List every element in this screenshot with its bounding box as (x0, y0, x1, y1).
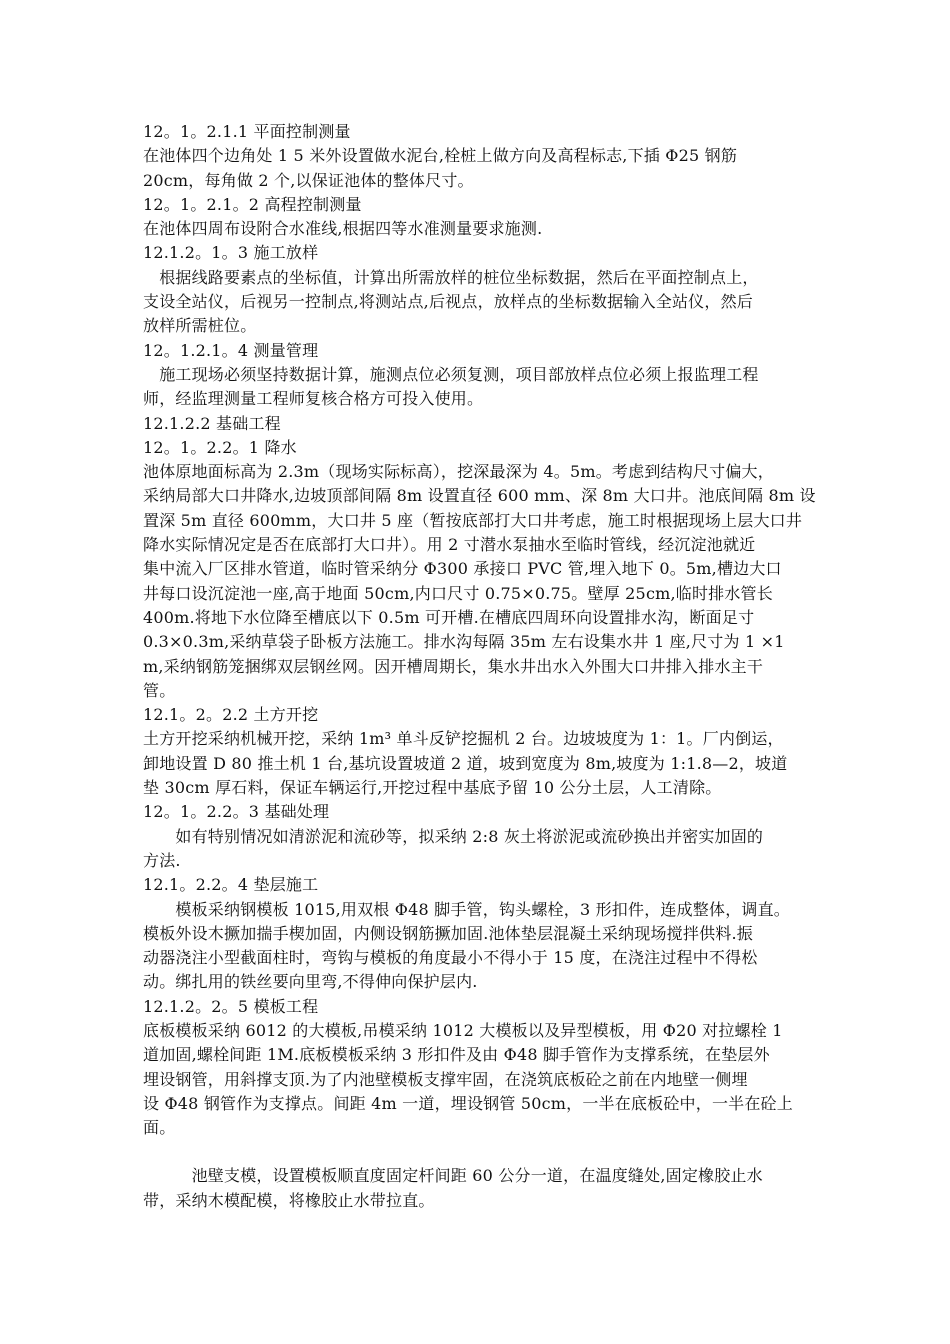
text-line: 动。绑扎用的铁丝要向里弯,不得伸向保护层内. (143, 972, 478, 992)
text-line: 师，经监理测量工程师复核合格方可投入使用。 (143, 389, 484, 409)
text-line: 设 Φ48 钢管作为支撑点。间距 4m 一道，埋设钢管 50cm，一半在底板砼中，一半在砼上 (143, 1093, 793, 1113)
text-line: 面。 (143, 1118, 176, 1138)
heading-formwork: 12.1.2。2。5 模板工程 (143, 996, 319, 1016)
text-line: 池体原地面标高为 2.3m（现场实际标高），挖深最深为 4。5m。考虑到结构尺寸偏大， (143, 462, 774, 482)
heading-dewatering: 12。1。2.2。1 降水 (143, 437, 297, 457)
text-line: m,采纳钢筋笼捆绑双层钢丝网。因开槽周期长，集水井出水入外围大口井排入排水主干 (143, 656, 764, 676)
text-line: 带，采纳木模配模，将橡胶止水带拉直。 (143, 1190, 435, 1210)
text-line: 如有特别情况如清淤泥和流砂等，拟采纳 2:8 灰土将淤泥或流砂换出并密实加固的 (143, 826, 764, 846)
heading-foundation-treatment: 12。1。2.2。3 基础处理 (143, 802, 330, 822)
text-line: 放样所需桩位。 (143, 316, 257, 336)
heading-elevation-control: 12。1。2.1。2 高程控制测量 (143, 194, 362, 214)
text-line: 施工现场必须坚持数据计算，施测点位必须复测，项目部放样点位必须上报监理工程 (143, 364, 759, 384)
text-line: 垫 30cm 厚石料，保证车辆运行,开挖过程中基底予留 10 公分土层，人工清除。 (143, 778, 722, 798)
text-line: 埋设钢管，用斜撑支顶.为了内池壁模板支撑牢固，在浇筑底板砼之前在内地壁一侧埋 (143, 1069, 748, 1089)
text-line: 采纳局部大口井降水,边坡顶部间隔 8m 设置直径 600 mm、深 8m 大口井。池底间隔 8m 设 (143, 486, 816, 506)
text-line: 底板模板采纳 6012 的大模板,吊模采纳 1012 大模板以及异型模板，用 Φ20 对拉螺栓 1 (143, 1020, 783, 1040)
text-line: 井每口设沉淀池一座,高于地面 50cm,内口尺寸 0.75×0.75。壁厚 25cm,临时排水管长 (143, 583, 773, 603)
text-line: 降水实际情况定是否在底部打大口井）。用 2 寸潜水泵抽水至临时管线，经沉淀池就近 (143, 535, 756, 555)
text-line: 道加固,螺栓间距 1M.底板模板采纳 3 形扣件及由 Φ48 脚手管作为支撑系统，在垫层外 (143, 1045, 770, 1065)
text-line: 池壁支模，设置模板顺直度固定杆间距 60 公分一道，在温度缝处,固定橡胶止水 (143, 1166, 763, 1186)
text-line: 卸地设置 D 80 推土机 1 台,基坑设置坡道 2 道，坡到宽度为 8m,坡度为 1:1.8—2，坡道 (143, 753, 788, 773)
document-body (143, 120, 883, 1213)
text-line: 根据线路要素点的坐标值，计算出所需放样的桩位坐标数据，然后在平面控制点上， (143, 267, 759, 287)
text-line: 支设全站仪，后视另一控制点,将测站点,后视点，放样点的坐标数据输入全站仪，然后 (143, 292, 753, 312)
blank-line (143, 1140, 883, 1164)
text-line: 集中流入厂区排水管道，临时管采纳分 Φ300 承接口 PVC 管,埋入地下 0。5m,槽边大口 (143, 559, 782, 579)
text-line: 模板采纳钢模板 1015,用双根 Φ48 脚手管，钩头螺栓，3 形扣件，连成整体，调直。 (143, 899, 791, 919)
heading-foundation-works: 12.1.2.2 基础工程 (143, 413, 281, 433)
text-line: 管。 (143, 680, 176, 700)
heading-earthwork: 12.1。2。2.2 土方开挖 (143, 705, 319, 725)
text-line: 土方开挖采纳机械开挖，采纳 1m³ 单斗反铲挖掘机 2 台。边坡坡度为 1：1。厂内倒运， (143, 729, 784, 749)
text-line: 400m.将地下水位降至槽底以下 0.5m 可开槽.在槽底四周环向设置排水沟，断面足寸 (143, 607, 755, 627)
text-line: 0.3×0.3m,采纳草袋子卧板方法施工。排水沟每隔 35m 左右设集水井 1 座,尺寸为 1 ×1 (143, 632, 785, 652)
text-line: 方法. (143, 850, 181, 870)
text-line: 动器浇注小型截面柱时，弯钩与模板的角度最小不得小于 15 度，在浇注过程中不得松 (143, 948, 758, 968)
heading-cushion-construction: 12.1。2.2。4 垫层施工 (143, 875, 319, 895)
text-line: 在池体四个边角处 1 5 米外设置做水泥台,栓桩上做方向及高程标志,下插 Φ25 钢筋 (143, 146, 738, 166)
text-line: 在池体四周布设附合水准线,根据四等水准测量要求施测. (143, 219, 543, 239)
heading-construction-layout: 12.1.2。1。3 施工放样 (143, 243, 319, 263)
heading-survey-management: 12。1.2.1。4 测量管理 (143, 340, 319, 360)
text-line: 模板外设木撅加揣手楔加固，内侧设钢筋撅加固.池体垫层混凝土采纳现场搅拌供料.振 (143, 923, 753, 943)
text-line: 20cm，每角做 2 个,以保证池体的整体尺寸。 (143, 170, 474, 190)
text-line: 置深 5m 直径 600mm，大口井 5 座（暂按底部打大口井考虑，施工时根据现场上层大口井 (143, 510, 803, 530)
heading-plane-control: 12。1。2.1.1 平面控制测量 (143, 122, 351, 141)
